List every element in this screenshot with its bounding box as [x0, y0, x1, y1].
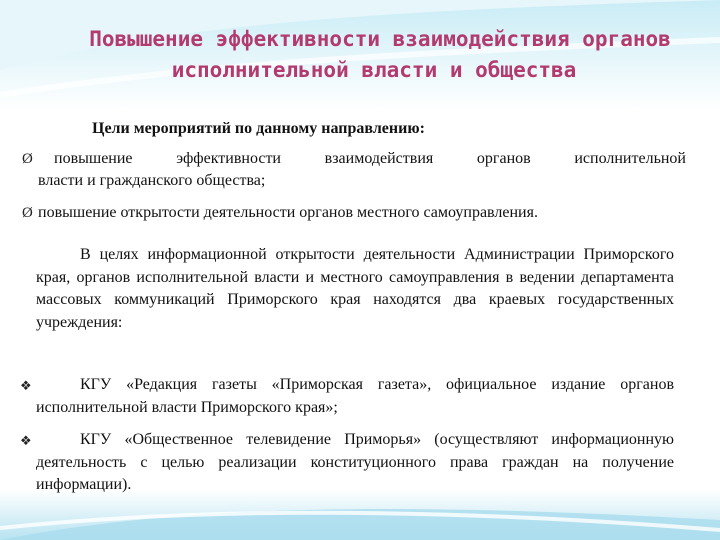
- info-paragraph-text: В целях информационной открытости деятельности Администрации Приморского края, органов исполнительной власти и местного самоуправления в ведении департамента массовых коммуникаций Приморского края находятся два краевых государственных учреждения:: [36, 246, 674, 331]
- goal-bullet-2-text: повышение открытости деятельности органов местного самоуправления.: [38, 204, 538, 221]
- goal-bullet-1-line2: власти и гражданского общества;: [38, 172, 266, 189]
- goal-bullet-2: [22, 202, 686, 224]
- goal-bullet-1-text: [38, 148, 686, 192]
- institution-item-1: [20, 374, 674, 419]
- title-line-1: Повышение эффективности взаимодействия органов: [89, 27, 671, 51]
- goals-heading: Цели мероприятий по данному направлению:: [92, 120, 425, 137]
- diamond-bullet-icon: ❖: [20, 433, 32, 448]
- institution-item-2: [20, 429, 674, 497]
- institution-item-1-text: КГУ «Редакция газеты «Приморская газета», официальное издание органов исполнительной власти Приморского края»;: [36, 376, 674, 416]
- title-line-2: исполнительной власти и общества: [171, 58, 577, 82]
- info-paragraph: [36, 244, 674, 334]
- institution-item-2-text: КГУ «Общественное телевидение Приморья» (осуществляют информационную деятельность с целью реализации конституционного права граждан на получение информации).: [36, 431, 674, 493]
- arrow-bullet-icon: Ø: [22, 205, 33, 221]
- goal-bullet-1-line1: повышение эффективности взаимодействия органов исполнительной: [54, 150, 686, 167]
- goal-bullet-1: [22, 148, 686, 192]
- slide-title: [0, 24, 720, 86]
- arrow-bullet-icon: Ø: [22, 151, 33, 167]
- diamond-bullet-icon: ❖: [20, 378, 32, 393]
